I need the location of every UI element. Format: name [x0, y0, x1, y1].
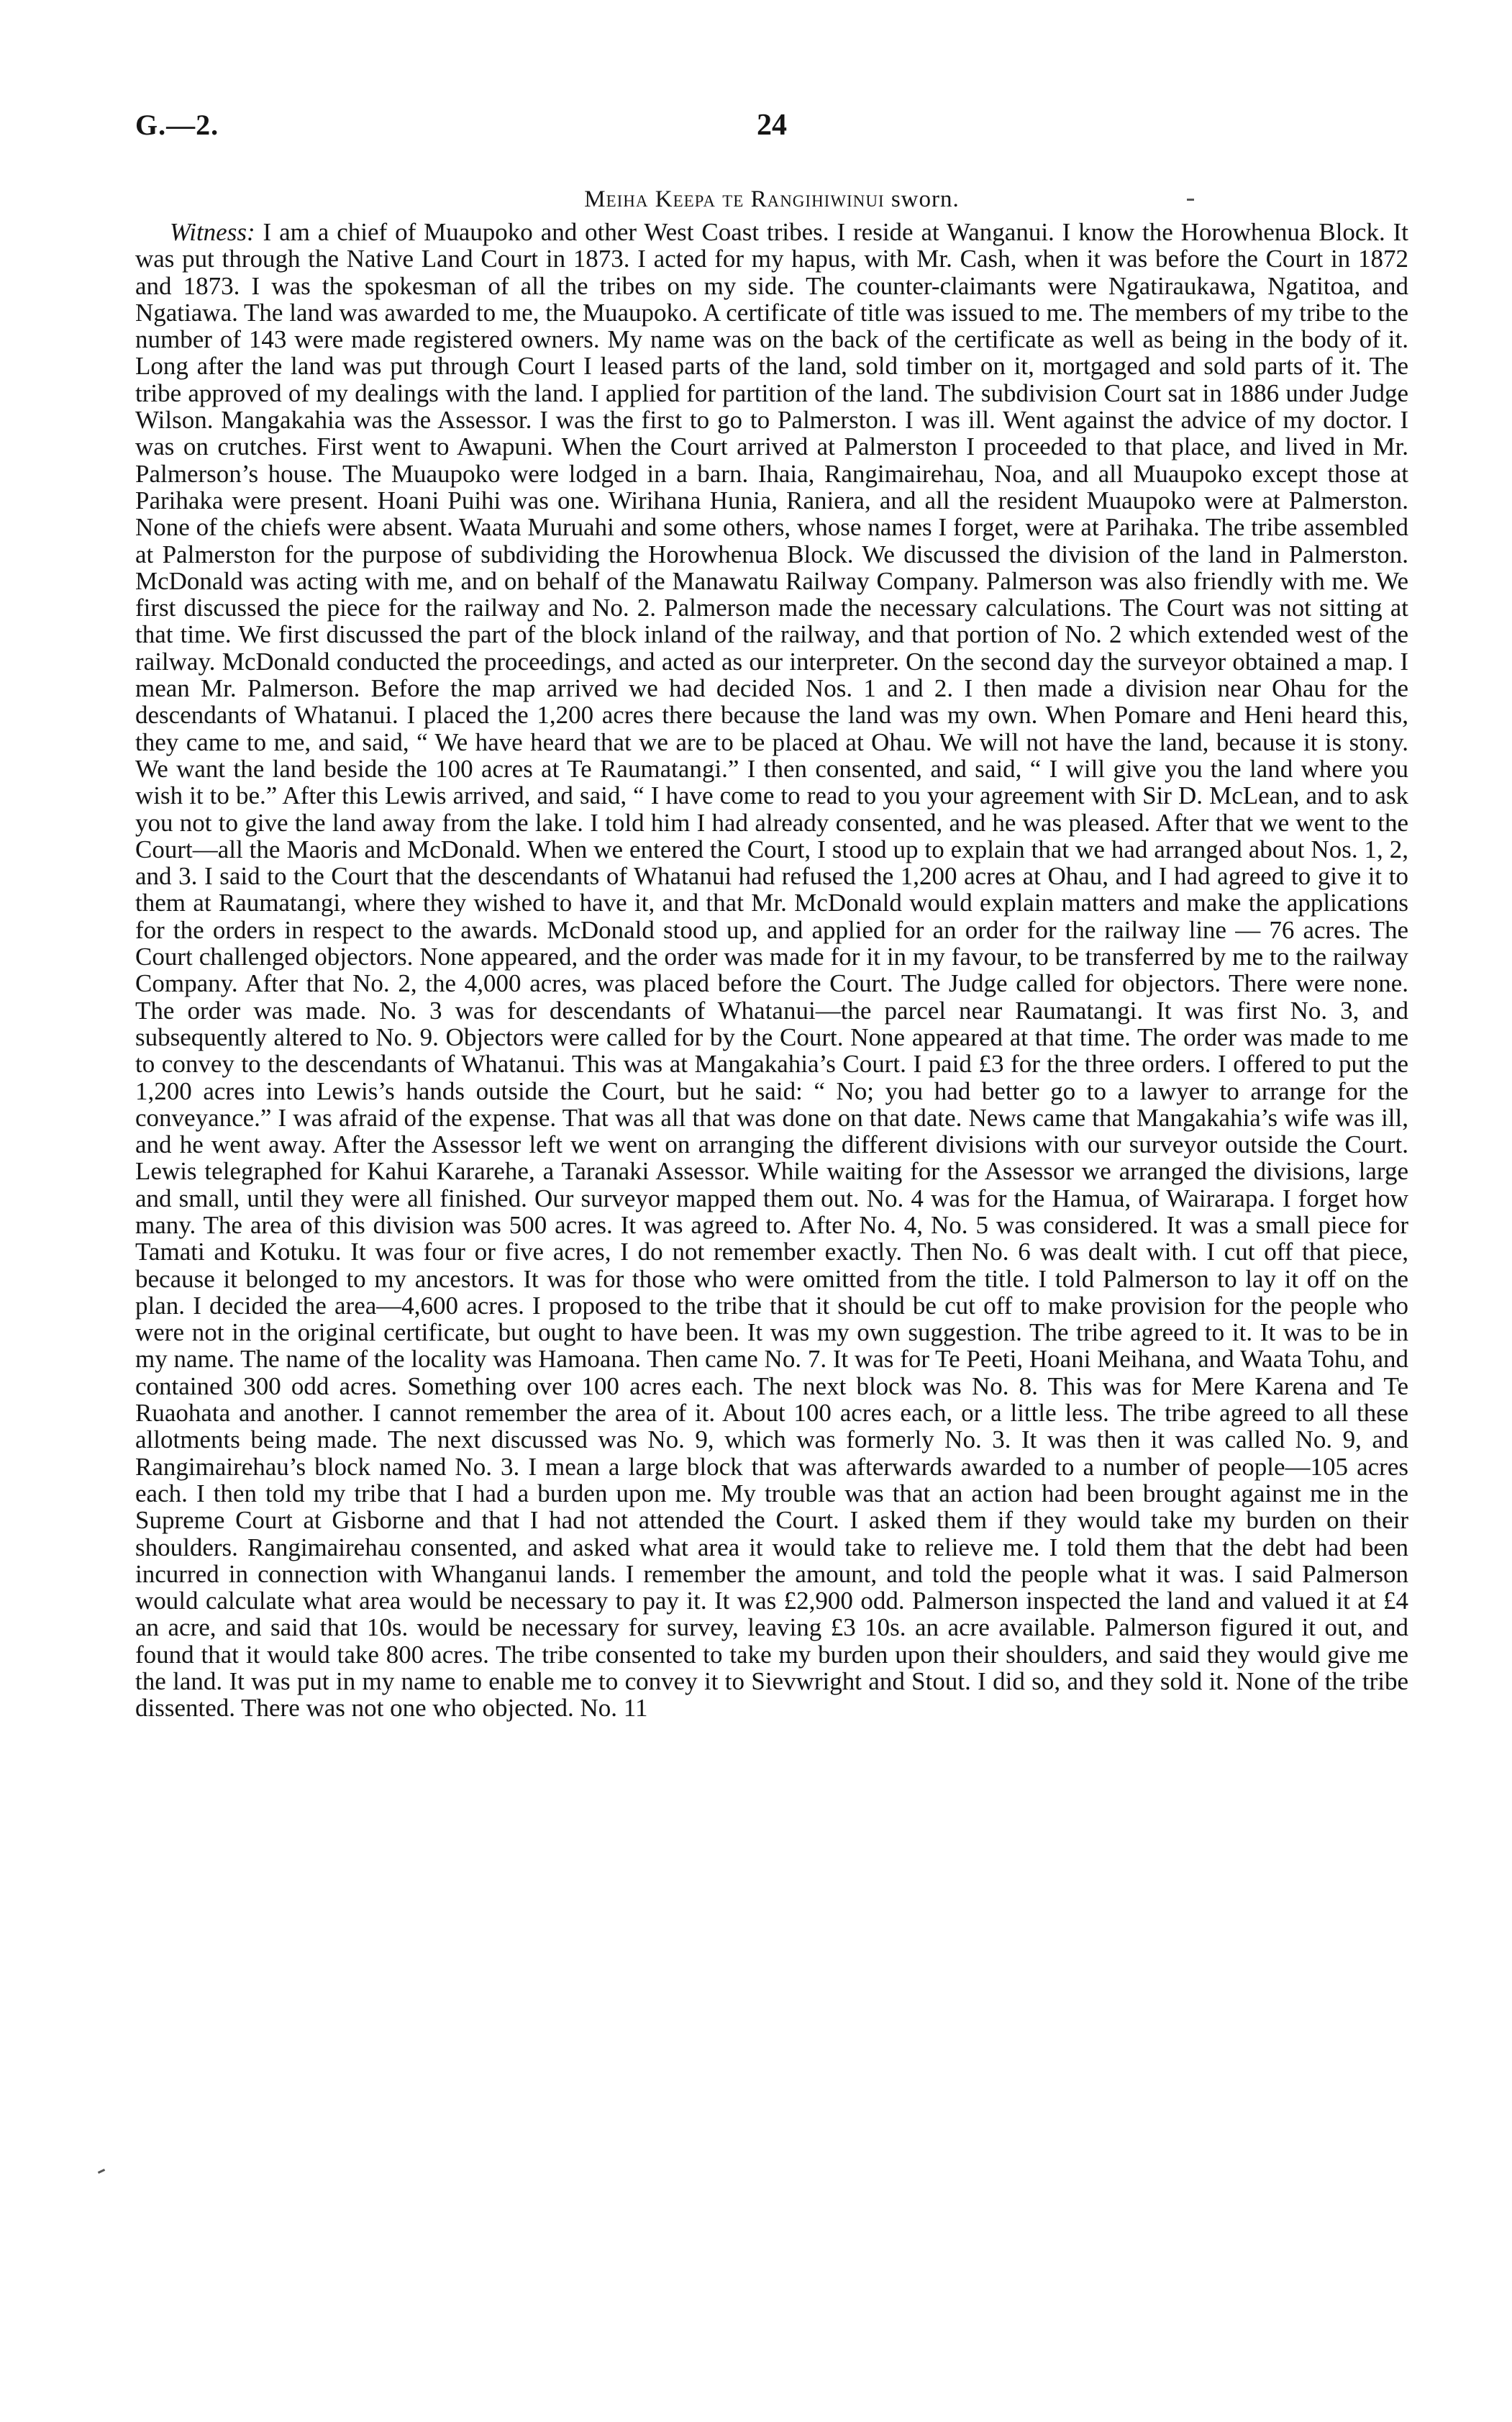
witness-label: Witness: [170, 218, 255, 246]
speaker-heading [135, 181, 1408, 217]
testimony-section [135, 181, 1408, 1722]
speaker-name: Meiha Keepa te Rangihiwinui [584, 186, 885, 212]
page-number: 24 [757, 109, 787, 142]
stray-mark [98, 2169, 105, 2174]
testimony-text: I am a chief of Muaupoko and other West Coast tribes. I reside at Wanganui. I know the Horowhenua Block. It was put through the Native Land Court in 1873. I acted for my hapus, with Mr. Cash, when it was before the Court in 1872 and 1873. I was the spokesman of all the tribes on my side. The counter-claimants were Ngatiraukawa, Ngatitoa, and Ngatiawa. The land was awarded to me, the Muaupoko. A certificate of title was issued to me. The members of my tribe to the number of 143 were made registered owners. My name was on the back of the certificate as well as being in the body of it. Long after the land was put through Court I leased parts of the land, sold timber on it, mortgaged and sold parts of it. The tribe approved of my dealings with the land. I applied for partition of the land. The subdivision Court sat in 1886 under Judge Wilson. Mangakahia was the Assessor. I was the first to go to Palmerston. I was ill. Went against the advice of my doctor. I was on crutches. First went to Awapuni. When the Court arrived at Palmerston I proceeded to that place, and lived in Mr. Palmerson’s house. The Muaupoko were lodged in a barn. Ihaia, Rangimairehau, Noa, and all Muaupoko except those at Parihaka were present. Hoani Puihi was one. Wirihana Hunia, Raniera, and all the resident Muaupoko were at Palmerston. None of the chiefs were absent. Waata Muruahi and some others, whose names I forget, were at Parihaka. The tribe assembled at Palmerston for the purpose of subdividing the Horowhenua Block. We discussed the division of the land in Palmerston. McDonald was acting with me, and on behalf of the Manawatu Railway Company. Palmerson was also friendly with me. We first discussed the piece for the railway and No. 2. Palmerson made the necessary calculations. The Court was not sitting at that time. We first discussed the part of the block inland of the railway, and that portion of No. 2 which extended west of the railway. McDonald conducted the proceedings, and acted as our interpreter. On the second day the surveyor obtained a map. I mean Mr. Palmerson. Before the map arrived we had decided Nos. 1 and 2. I then made a division near Ohau for the descendants of Whatanui. I placed the 1,200 acres there because the land was my own. When Pomare and Heni heard this, they came to me, and said, “ We have heard that we are to be placed at Ohau. We will not have the land, because it is stony. We want the land beside the 100 acres at Te Raumatangi.” I then consented, and said, “ I will give you the land where you wish it to be.” After this Lewis arrived, and said, “ I have come to read to you your agreement with Sir D. McLean, and to ask you not to give the land away from the lake. I told him I had already consented, and he was pleased. After that we went to the Court—all the Maoris and McDonald. When we entered the Court, I stood up to explain that we had arranged about Nos. 1, 2, and 3. I said to the Court that the descendants of Whatanui had refused the 1,200 acres at Ohau, and I had agreed to give it to them at Raumatangi, where they wished to have it, and that Mr. McDonald would explain matters and make the applications for the orders in respect to the awards. McDonald stood up, and applied for an order for the railway line — 76 acres. The Court challenged objectors. None appeared, and the order was made for it in my favour, to be transferred by me to the railway Company. After that No. 2, the 4,000 acres, was placed before the Court. The Judge called for objectors. There were none. The order was made. No. 3 was for descendants of Whatanui—the parcel near Raumatangi. It was first No. 3, and subsequently altered to No. 9. Objectors were called for by the Court. None appeared at that time. The order was made to me to convey to the descendants of Whatanui. This was at Mangakahia’s Court. I paid £3 for the three orders. I offered to put the 1,200 acres into Lewis’s hands outside the Court, but he said: “ No; you had better go to a lawyer to arrange for the conveyance.” I was afraid of the expense. That was all that was done on that date. News came that Mangakahia’s wife was ill, and he went away. After the Assessor left we went on arranging the different divisions with our surveyor outside the Court. Lewis telegraphed for Kahui Kararehe, a Taranaki Assessor. While waiting for the Assessor we arranged the divisions, large and small, until they were all finished. Our surveyor mapped them out. No. 4 was for the Hamua, of Wairarapa. I forget how many. The area of this division was 500 acres. It was agreed to. After No. 4, No. 5 was considered. It was a small piece for Tamati and Kotuku. It was four or five acres, I do not remember exactly. Then No. 6 was dealt with. I cut off that piece, because it belonged to my ancestors. It was for those who were omitted from the title. I told Palmerson to lay it off on the plan. I decided the area—4,600 acres. I proposed to the tribe that it should be cut off to make provision for the people who were not in the original certificate, but ought to have been. It was my own suggestion. The tribe agreed to it. It was to be in my name. The name of the locality was Hamoana. Then came No. 7. It was for Te Peeti, Hoani Meihana, and Waata Tohu, and contained 300 odd acres. Something over 100 acres each. The next block was No. 8. This was for Mere Karena and Te Ruaohata and another. I cannot remember the area of it. About 100 acres each, or a little less. The tribe agreed to all these allotments being made. The next discussed was No. 9, which was formerly No. 3. It was then it was called No. 9, and Rangimairehau’s block named No. 3. I mean a large block that was afterwards awarded to a number of people—105 acres each. I then told my tribe that I had a burden upon me. My trouble was that an action had been brought against me in the Supreme Court at Gisborne and that I had not attended the Court. I asked them if they would take my burden on their shoulders. Rangimairehau consented, and asked what area it would take to relieve me. I told them that the debt had been incurred in connection with Whanganui lands. I remember the amount, and told the people what it was. I said Palmerson would calculate what area would be necessary to pay it. It was £2,900 odd. Palmerson inspected the land and valued it at £4 an acre, and said that 10s. would be necessary for survey, leaving £3 10s. an acre available. Palmerson figured it out, and found that it would take 800 acres. The tribe consented to take my burden upon their shoulders, and said they would give me the land. It was put in my name to enable me to convey it to Sievwright and Stout. I did so, and they sold it. None of the tribe dissented. There was not one who objected. No. 11 [135, 218, 1408, 1723]
document-code: G.—2. [135, 109, 219, 141]
page-header [135, 108, 1408, 151]
sworn-label: sworn. [891, 186, 960, 212]
testimony-paragraph [135, 219, 1408, 1722]
